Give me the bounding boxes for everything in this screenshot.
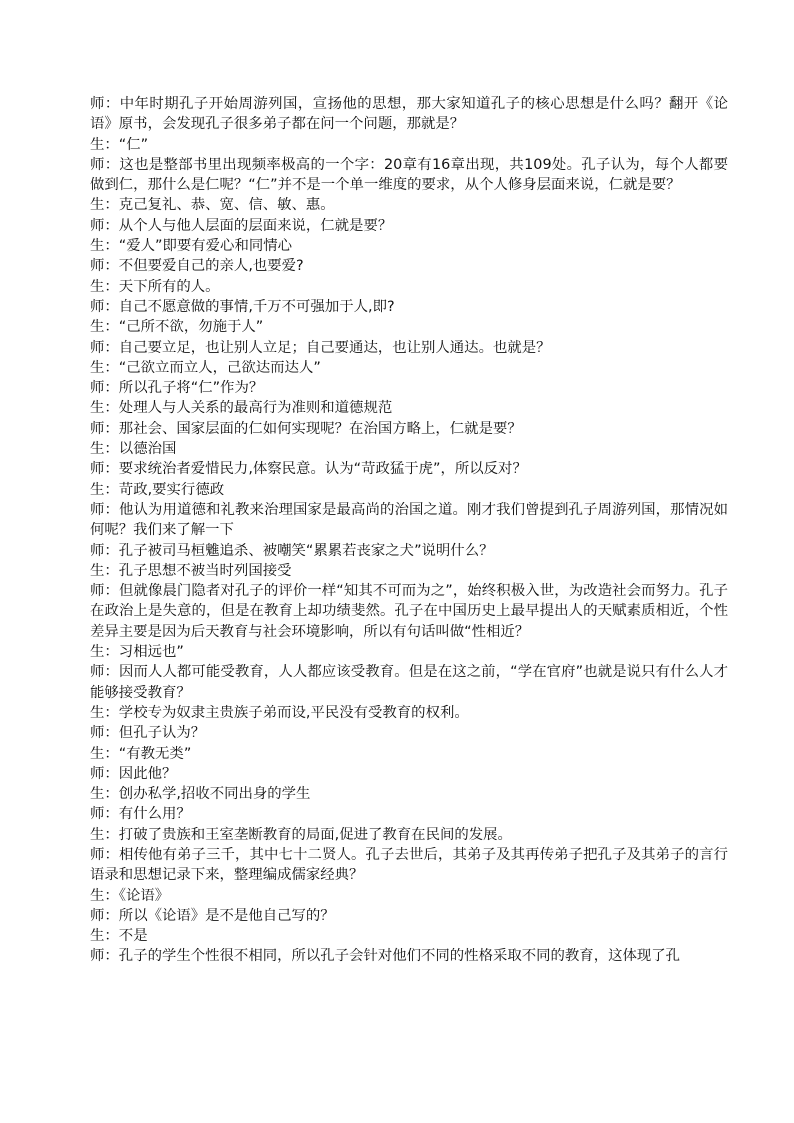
dialogue-line [90, 317, 728, 337]
speaker-label: 生： [90, 441, 119, 458]
dialogue-line [90, 825, 728, 845]
dialogue-text: 创办私学,招收不同出身的学生 [118, 786, 311, 803]
speaker-label: 师： [90, 461, 119, 478]
speaker-label: 生： [90, 928, 119, 945]
dialogue-text: 克己复礼、恭、宽、信、敏、惠。 [118, 197, 335, 214]
dialogue-text: “己所不欲，勿施于人” [118, 319, 264, 336]
dialogue-text: 所以孔子将“仁”作为？ [118, 380, 264, 397]
speaker-label: 师： [90, 501, 120, 518]
speaker-label: 师： [90, 765, 119, 782]
dialogue-line [90, 480, 728, 500]
speaker-label: 生： [90, 197, 119, 214]
dialogue-line [90, 256, 728, 276]
dialogue-text: “己欲立而立人，己欲达而达人” [118, 359, 321, 376]
speaker-label: 师： [90, 664, 119, 681]
dialogue-text: 中年时期孔子开始周游列国，宣扬他的思想，那大家知道孔子的核心思想是什么吗？翻开《论语》原书，会发现孔子很多弟子都在问一个问题，那就是？ [90, 96, 728, 133]
dialogue-text: 但就像晨门隐者对孔子的评价一样“知其不可而为之”，始终积极入世，为改造社会而努力。孔子在政治上是失意的，但是在教育上却功绩斐然。孔子在中国历史上最早提出人的天赋素质相近，个性差异主要是因为后天教育与社会环境影响，所以有句话叫做“性相近？ [90, 583, 728, 640]
dialogue-text: 不但要爱自己的亲人,也要爱? [118, 258, 304, 275]
speaker-label: 生： [90, 319, 119, 336]
dialogue-text: 相传他有弟子三千，其中七十二贤人。孔子去世后，其弟子及其再传弟子把孔子及其弟子的言行语录和思想记录下来，整理编成儒家经典？ [90, 846, 728, 884]
dialogue-text: 因此他？ [118, 765, 177, 782]
speaker-label: 师： [90, 380, 119, 397]
dialogue-text: 要求统治者爱惜民力,体察民意。认为“苛政猛于虎”，所以反对？ [118, 461, 527, 478]
dialogue-line [90, 662, 728, 703]
dialogue-line [90, 216, 728, 236]
speaker-label: 师： [90, 298, 119, 315]
dialogue-text: 这也是整部书里出现频率极高的一个字：20章有16章出现，共109处。孔子认为，每个人都要做到仁，那什么是仁呢？“仁”并不是一个单一维度的要求，从个人修身层面来说，仁就是要？ [90, 156, 728, 194]
dialogue-text: 有什么用？ [118, 806, 191, 823]
dialogue-line [90, 135, 728, 155]
speaker-label: 生： [90, 400, 119, 417]
speaker-label: 师： [90, 420, 119, 437]
speaker-label: 师： [90, 948, 119, 965]
dialogue-line [90, 94, 728, 135]
dialogue-line [90, 784, 728, 804]
dialogue-line [90, 804, 728, 824]
speaker-label: 师： [90, 907, 119, 924]
dialogue-line [90, 297, 728, 317]
dialogue-text: 从个人与他人层面的层面来说，仁就是要？ [118, 217, 393, 234]
dialogue-text: 学校专为奴隶主贵族子弟而设,平民没有受教育的权利。 [118, 704, 469, 721]
dialogue-line [90, 926, 728, 946]
dialogue-text: 苛政,要实行德政 [118, 481, 225, 498]
dialogue-text: 打破了贵族和王室垄断教育的局面,促进了教育在民间的发展。 [118, 826, 512, 843]
dialogue-line [90, 886, 728, 906]
speaker-label: 师： [90, 258, 119, 275]
speaker-label: 生： [90, 359, 119, 376]
speaker-label: 师： [90, 96, 120, 112]
speaker-label: 师： [90, 846, 120, 863]
speaker-label: 师： [90, 217, 119, 234]
dialogue-text: “仁” [118, 136, 149, 153]
dialogue-line [90, 561, 728, 581]
dialogue-text: 孔子的学生个性很不相同，所以孔子会针对他们不同的性格采取不同的教育，这体现了孔 [118, 948, 681, 965]
dialogue-text: 因而人人都可能受教育，人人都应该受教育。但是在这之前，“学在官府”也就是说只有什么人才能够接受教育？ [90, 664, 728, 701]
speaker-label: 师： [90, 339, 119, 356]
speaker-label: 师： [90, 806, 119, 823]
dialogue-text: 天下所有的人。 [118, 278, 220, 295]
speaker-label: 生： [90, 887, 119, 904]
dialogue-line [90, 500, 728, 541]
dialogue-text: 所以《论语》是不是他自己写的？ [118, 907, 335, 924]
dialogue-line [90, 744, 728, 764]
speaker-label: 生： [90, 481, 119, 498]
dialogue-line [90, 845, 728, 886]
dialogue-line [90, 703, 728, 723]
speaker-label: 师： [90, 156, 120, 173]
speaker-label: 生： [90, 278, 119, 295]
dialogue-text: 孔子被司马桓魋追杀、被嘲笑“累累若丧家之犬”说明什么？ [118, 542, 494, 559]
transcript-body [90, 94, 728, 967]
dialogue-line [90, 723, 728, 743]
dialogue-line [90, 277, 728, 297]
dialogue-text: 处理人与人关系的最高行为准则和道德规范 [118, 400, 393, 417]
dialogue-line [90, 398, 728, 418]
dialogue-line [90, 358, 728, 378]
dialogue-text: 但孔子认为？ [118, 725, 206, 742]
dialogue-text: “爱人”即要有爱心和同情心 [118, 238, 293, 255]
speaker-label: 生： [90, 745, 119, 762]
speaker-label: 师： [90, 542, 119, 559]
dialogue-line [90, 581, 728, 642]
dialogue-line [90, 378, 728, 398]
speaker-label: 生： [90, 786, 119, 803]
dialogue-text: 孔子思想不被当时列国接受 [118, 562, 292, 579]
speaker-label: 师： [90, 725, 119, 742]
dialogue-line [90, 906, 728, 926]
dialogue-text: 自己要立足，也让别人立足；自己要通达，也让别人通达。也就是？ [118, 339, 551, 356]
speaker-label: 生： [90, 644, 119, 661]
dialogue-line [90, 946, 728, 966]
dialogue-line [90, 439, 728, 459]
speaker-label: 生： [90, 704, 119, 721]
dialogue-line [90, 236, 728, 256]
dialogue-line [90, 338, 728, 358]
dialogue-text: 习相远也” [118, 644, 184, 661]
dialogue-line [90, 195, 728, 215]
dialogue-text: 他认为用道德和礼教来治理国家是最高尚的治国之道。刚才我们曾提到孔子周游列国，那情况如何呢？我们来了解一下 [90, 501, 728, 539]
dialogue-line [90, 419, 728, 439]
dialogue-line [90, 764, 728, 784]
speaker-label: 生： [90, 238, 119, 255]
dialogue-text: 那社会、国家层面的仁如何实现呢？在治国方略上，仁就是要？ [118, 420, 522, 437]
dialogue-text: 以德治国 [118, 441, 177, 458]
dialogue-text: 不是 [118, 928, 148, 945]
speaker-label: 生： [90, 562, 119, 579]
dialogue-line [90, 642, 728, 662]
dialogue-text: “有教无类” [118, 745, 192, 762]
speaker-label: 生： [90, 136, 119, 153]
dialogue-text: 自己不愿意做的事情,千万不可强加于人,即? [118, 298, 395, 315]
speaker-label: 生： [90, 826, 119, 843]
dialogue-text: 《论语》 [118, 887, 170, 904]
dialogue-line [90, 541, 728, 561]
speaker-label: 师： [90, 583, 119, 600]
dialogue-line [90, 459, 728, 479]
dialogue-line [90, 155, 728, 196]
